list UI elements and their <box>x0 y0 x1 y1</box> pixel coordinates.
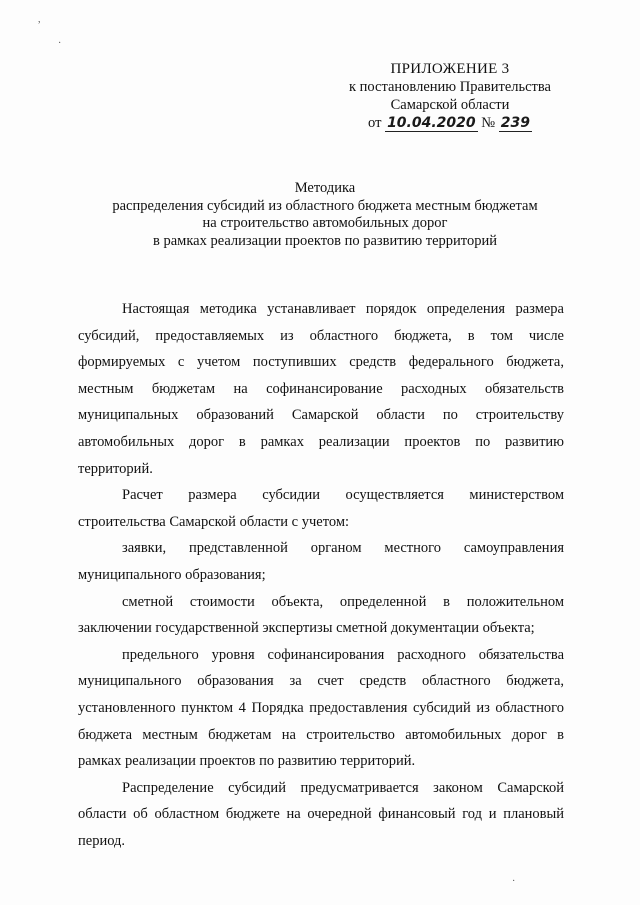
body-paragraph: Расчет размера субсидии осуществляется министерством строительства Самарской области с учетом: <box>78 487 564 530</box>
scan-speck: · <box>512 876 516 887</box>
document-body <box>78 296 564 854</box>
body-paragraph: сметной стоимости объекта, определенной в положительном заключении государственной экспертизы сметной документации объекта; <box>78 593 564 637</box>
appendix-header <box>330 60 570 132</box>
from-label: от <box>368 115 382 131</box>
appendix-line-region: Самарской области <box>390 97 510 113</box>
body-paragraph: предельного уровня софинансирования расходного обязательства муниципального образования за счет средств областного бюджета, установленного пунктом 4 Порядка предоставления субсидий из областного бюджета местным бюджетам на строительство автомобильных дорог в рамках реализации проектов по развитию территорий. <box>78 646 564 770</box>
title-line: в рамках реализации проектов по развитию территорий <box>153 232 497 249</box>
title-line: распределения субсидий из областного бюджета местным бюджетам <box>112 197 538 214</box>
handwritten-date: 10.04.2020 <box>387 115 476 131</box>
document-title <box>80 180 570 250</box>
body-paragraph: Настоящая методика устанавливает порядок определения размера субсидий, предоставляемых из областного бюджета, в том числе формируемых с учетом поступивших средств федерального бюджета, местным бюджетам на софинансирование расходных обязательств муниципальных образований Самарской области по строительству автомобильных дорог в рамках реализации проектов по развитию территорий. <box>78 301 564 477</box>
handwritten-number: 239 <box>500 115 530 131</box>
body-paragraph: заявки, представленной органом местного самоуправления муниципального образования; <box>78 540 564 583</box>
number-label: № <box>481 115 496 131</box>
title-line: на строительство автомобильных дорог <box>202 215 448 231</box>
appendix-title: ПРИЛОЖЕНИЕ 3 <box>390 61 510 77</box>
body-paragraph: Распределение субсидий предусматривается законом Самарской области об областном бюджете на очередной финансовый год и плановый период. <box>78 779 564 849</box>
scan-speck: , <box>38 14 41 25</box>
title-line: Методика <box>294 180 356 196</box>
scan-speck: · <box>58 38 62 49</box>
appendix-date-number-line <box>330 114 570 132</box>
appendix-line-resolution: к постановлению Правительства <box>349 79 551 95</box>
